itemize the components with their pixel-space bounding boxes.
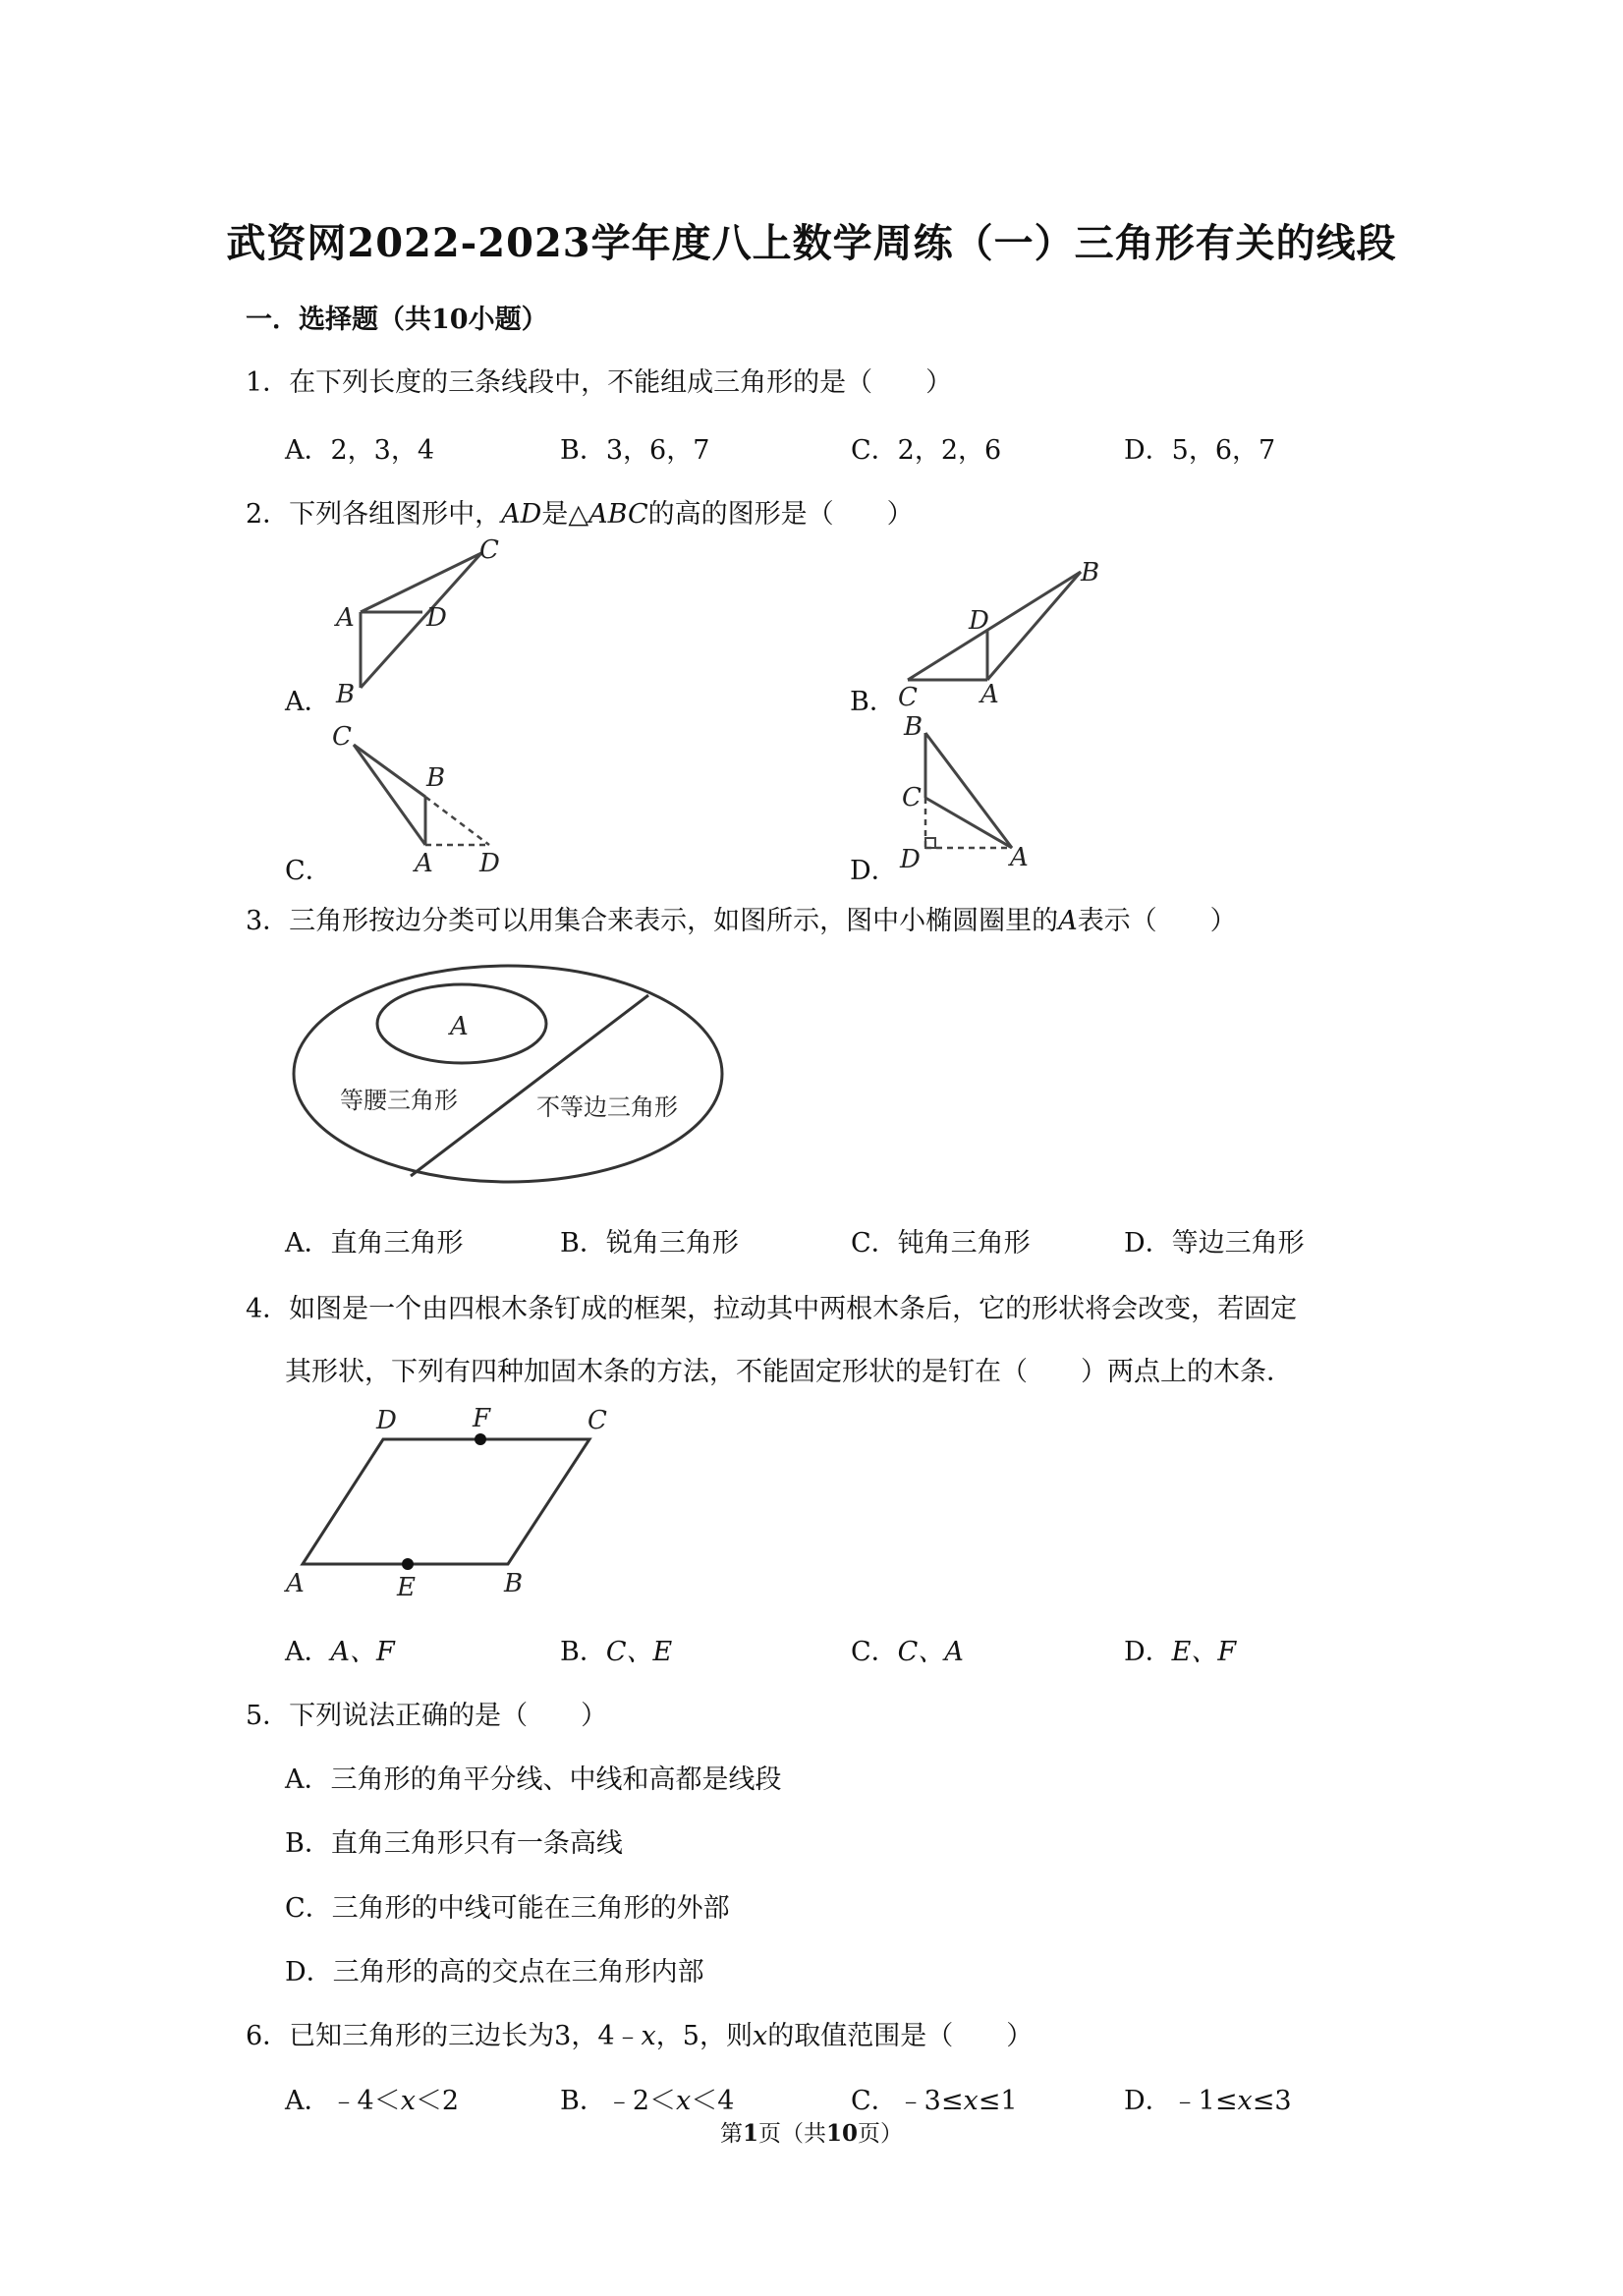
q2a-label-a: A: [336, 603, 355, 633]
q6-option-b[interactable]: B．﹣2＜x＜4: [560, 2086, 735, 2116]
q2-option-c-label[interactable]: C．: [285, 856, 332, 886]
q1-option-a[interactable]: A．2，3，4: [285, 435, 435, 466]
q4-option-d[interactable]: D．E、F: [1124, 1637, 1237, 1667]
q2c-label-c: C: [332, 722, 352, 752]
q5-option-d[interactable]: D．三角形的高的交点在三角形内部: [285, 1957, 704, 1988]
q5-option-a[interactable]: A．三角形的角平分线、中线和高都是线段: [285, 1764, 782, 1795]
q6-option-c[interactable]: C．﹣3≤x≤1: [851, 2086, 1018, 2116]
q3-option-c[interactable]: C．钝角三角形: [851, 1228, 1031, 1259]
q2b-label-c: C: [898, 683, 918, 712]
q4-label-e: E: [397, 1573, 416, 1601]
q4-option-a[interactable]: A．A、F: [285, 1637, 395, 1667]
question-2-stem: 2．下列各组图形中，AD是△ABC的高的图形是（ ）: [246, 499, 914, 530]
question-1-stem: 1．在下列长度的三条线段中，不能组成三角形的是（ ）: [246, 367, 953, 398]
q3-option-b[interactable]: B．锐角三角形: [560, 1228, 739, 1259]
q2c-label-b: B: [426, 763, 446, 793]
q4-label-d: D: [376, 1406, 397, 1435]
q6-option-a[interactable]: A．﹣4＜x＜2: [285, 2086, 460, 2116]
q4-option-c[interactable]: C．C、A: [851, 1637, 964, 1667]
q2d-label-a: A: [1010, 843, 1029, 872]
q2-option-d-label[interactable]: D．: [850, 856, 898, 886]
question-6-stem: 6．已知三角形的三边长为3，4﹣x，5，则x的取值范围是（ ）: [246, 2021, 1034, 2051]
question-5-stem: 5．下列说法正确的是（ ）: [246, 1701, 608, 1731]
q2-figure-c: [324, 717, 521, 884]
q5-option-b[interactable]: B．直角三角形只有一条高线: [285, 1828, 623, 1859]
q2d-label-d: D: [900, 845, 921, 874]
q4-label-a: A: [286, 1569, 305, 1598]
q2b-label-a: A: [980, 680, 999, 709]
section-header: 一．选择题（共10小题）: [246, 305, 548, 335]
q3-inner-label: A: [450, 1012, 469, 1041]
q2-figure-d: [884, 705, 1041, 882]
q2c-label-d: D: [479, 849, 500, 878]
q3-venn-diagram: [285, 958, 737, 1194]
q3-option-d[interactable]: D．等边三角形: [1124, 1228, 1305, 1259]
page-title: 武资网2022-2023学年度八上数学周练（一）三角形有关的线段: [226, 220, 1397, 266]
q2a-label-b: B: [336, 680, 356, 709]
q2c-label-a: A: [415, 849, 433, 878]
q6-option-d[interactable]: D．﹣1≤x≤3: [1124, 2086, 1292, 2116]
q4-label-c: C: [588, 1406, 607, 1435]
q1-option-c[interactable]: C．2，2，6: [851, 435, 1002, 466]
q2b-label-b: B: [1081, 558, 1100, 588]
q2a-label-c: C: [479, 535, 499, 565]
q2d-label-b: B: [904, 712, 923, 742]
page-footer: 第1页（共10页）: [719, 2120, 904, 2147]
q3-right-label: 不等边三角形: [536, 1093, 678, 1121]
q2-option-a-label[interactable]: A．: [285, 687, 331, 717]
q3-left-label: 等腰三角形: [340, 1087, 458, 1114]
q1-option-d[interactable]: D．5，6，7: [1124, 435, 1276, 466]
question-4-stem-line1: 4．如图是一个由四根木条钉成的框架，拉动其中两根木条后，它的形状将会改变，若固定: [246, 1294, 1298, 1324]
q2d-label-c: C: [902, 783, 922, 812]
q2a-label-d: D: [426, 603, 447, 633]
question-3-stem: 3．三角形按边分类可以用集合来表示，如图所示，图中小椭圆圈里的A表示（ ）: [246, 906, 1237, 936]
q4-label-b: B: [504, 1569, 524, 1598]
q2-option-b-label[interactable]: B．: [850, 687, 896, 717]
q2-figure-a: [324, 535, 521, 712]
q1-option-b[interactable]: B．3，6，7: [560, 435, 710, 466]
question-4-stem-line2: 其形状，下列有四种加固木条的方法，不能固定形状的是钉在（ ）两点上的木条．: [285, 1357, 1293, 1387]
q2b-label-d: D: [969, 606, 989, 636]
q5-option-c[interactable]: C．三角形的中线可能在三角形的外部: [285, 1893, 730, 1924]
q4-label-f: F: [473, 1405, 491, 1433]
q3-option-a[interactable]: A．直角三角形: [285, 1228, 464, 1259]
q4-option-b[interactable]: B．C、E: [560, 1637, 673, 1667]
q2-figure-b: [884, 555, 1120, 712]
q4-parallelogram-figure: [280, 1405, 634, 1601]
